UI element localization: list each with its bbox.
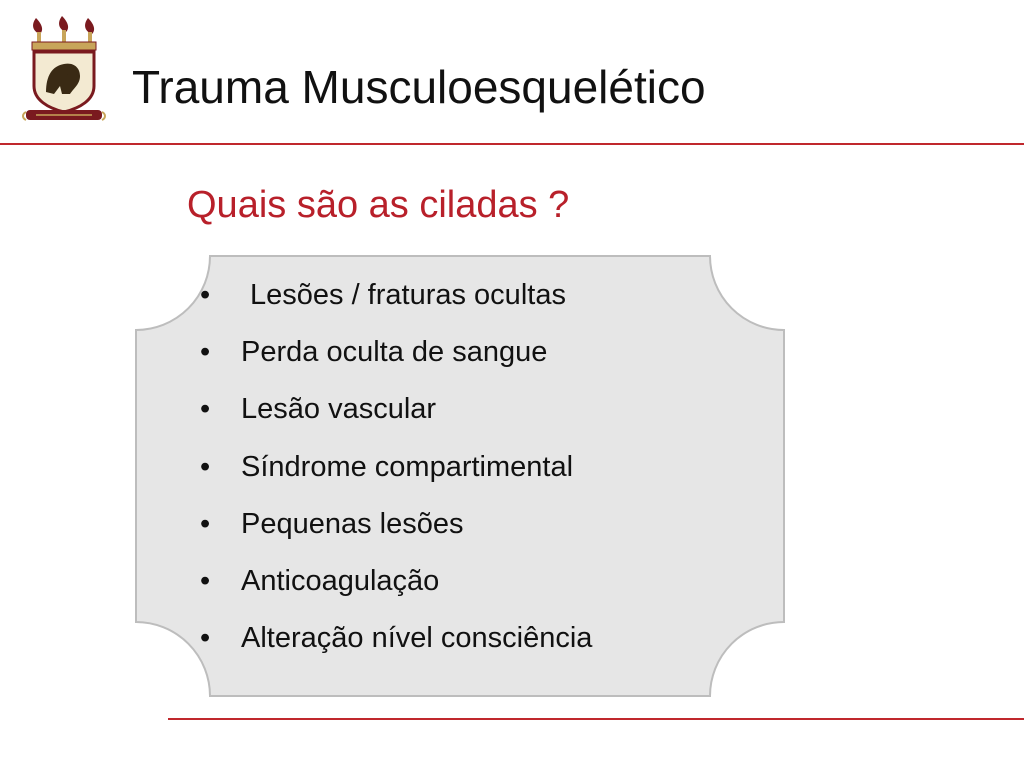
list-item [200,445,760,502]
university-crest-logo [22,14,106,126]
bullet-icon: • [200,450,211,483]
bullet-icon: • [200,564,211,597]
list-item [200,330,760,387]
list-item [200,387,760,444]
bullet-icon: • [200,393,211,426]
list-item-text: Lesão vascular [241,393,437,426]
list-item-text: Alteração nível consciência [241,622,593,655]
list-item [200,273,760,330]
bullet-icon: • [200,507,211,540]
torch-icon [85,18,94,42]
torch-icon [33,18,42,42]
bullet-icon: • [200,622,211,655]
list-item [200,616,760,673]
list-item [200,559,760,616]
list-item-text: Pequenas lesões [241,507,464,540]
footer-divider [168,718,1024,720]
bullet-icon: • [200,279,211,311]
slide-subtitle: Quais são as ciladas ? [187,184,570,226]
slide-title: Trauma Musculoesquelético [132,61,706,113]
bullet-icon: • [200,336,211,369]
header-divider [0,143,1024,145]
list-item-text: Lesões / fraturas ocultas [250,279,566,311]
list-item [200,502,760,559]
list-item-text: Anticoagulação [241,564,440,597]
list-item-text: Perda oculta de sangue [241,336,548,369]
torch-icon [59,16,68,42]
list-item-text: Síndrome compartimental [241,450,574,483]
pitfalls-list [200,273,760,673]
